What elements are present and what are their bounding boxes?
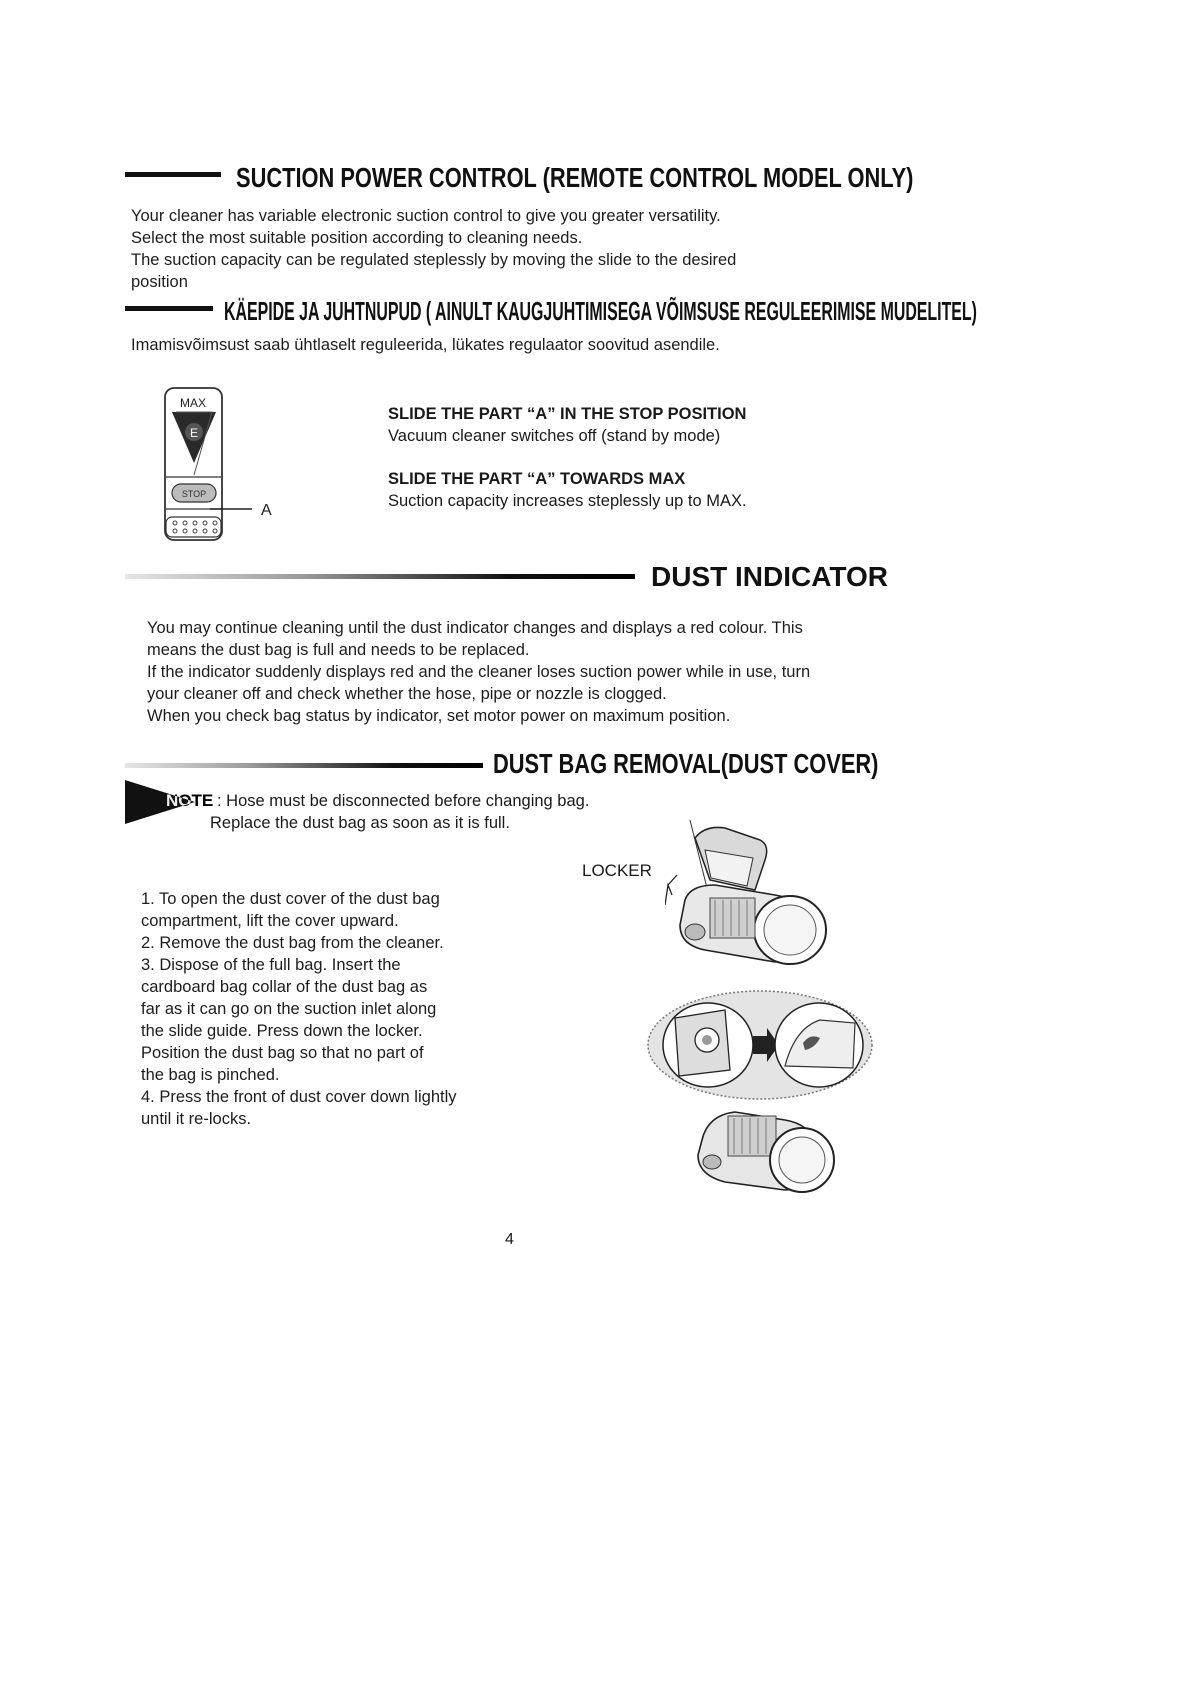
step-line: 4. Press the front of dust cover down lightly bbox=[141, 1088, 457, 1106]
suction-paragraph bbox=[131, 205, 736, 293]
instruction-heading-max: SLIDE THE PART “A” TOWARDS MAX bbox=[388, 470, 686, 488]
suction-line: Select the most suitable position according to cleaning needs. bbox=[131, 229, 583, 247]
instruction-text-stop: Vacuum cleaner switches off (stand by mode) bbox=[388, 427, 721, 445]
vacuum-closed-cover-icon bbox=[690, 1090, 840, 1200]
suction-line: Your cleaner has variable electronic suction control to give you greater versatility. bbox=[131, 207, 721, 225]
dust-bag-steps bbox=[141, 888, 457, 1130]
step-line: Position the dust bag so that no part of bbox=[141, 1044, 424, 1062]
e-label: E bbox=[189, 426, 199, 440]
max-label: MAX bbox=[179, 396, 207, 410]
page-number: 4 bbox=[505, 1231, 514, 1248]
step-line: far as it can go on the suction inlet along bbox=[141, 1000, 437, 1018]
dust-indicator-paragraph bbox=[147, 617, 810, 727]
step-line: until it re-locks. bbox=[141, 1110, 252, 1128]
locker-label: LOCKER bbox=[582, 861, 652, 880]
section-rule-dust-indicator bbox=[125, 574, 635, 579]
step-line: 3. Dispose of the full bag. Insert the bbox=[141, 956, 401, 974]
dust-indicator-line: If the indicator suddenly displays red and the cleaner loses suction power while in use, turn bbox=[147, 663, 811, 681]
section-title-suction: SUCTION POWER CONTROL (REMOTE CONTROL MODEL ONLY) bbox=[236, 162, 914, 193]
estonian-line: Imamisvõimsust saab ühtlaselt reguleerida, lükates regulaator soovitud asendile. bbox=[131, 336, 720, 354]
suction-line: position bbox=[131, 273, 188, 291]
dust-indicator-line: your cleaner off and check whether the hose, pipe or nozzle is clogged. bbox=[147, 685, 667, 703]
instruction-text-max: Suction capacity increases steplessly up to MAX. bbox=[388, 492, 747, 510]
step-line: 2. Remove the dust bag from the cleaner. bbox=[141, 934, 444, 952]
section-title-dust-indicator: DUST INDICATOR bbox=[651, 561, 888, 592]
section-rule-estonian bbox=[125, 306, 213, 311]
slider-control-icon bbox=[160, 385, 290, 545]
vacuum-open-cover-icon bbox=[665, 820, 835, 970]
section-title-dust-bag: DUST BAG REMOVAL(DUST COVER) bbox=[493, 748, 879, 779]
suction-line: The suction capacity can be regulated steplessly by moving the slide to the desired bbox=[131, 251, 737, 269]
dust-bag-insert-icon bbox=[645, 988, 875, 1103]
note-line-2: Replace the dust bag as soon as it is full. bbox=[210, 814, 510, 832]
section-title-estonian: KÄEPIDE JA JUHTNUPUD ( AINULT KAUGJUHTIMISEGA VÕIMSUSE REGULEERIMISE MUDELITEL) bbox=[224, 296, 977, 326]
note-block bbox=[125, 780, 645, 840]
instruction-heading-stop: SLIDE THE PART “A” IN THE STOP POSITION bbox=[388, 405, 747, 423]
note-line-1: : Hose must be disconnected before changing bag. bbox=[217, 792, 590, 810]
dust-indicator-line: You may continue cleaning until the dust indicator changes and displays a red colour. This bbox=[147, 619, 803, 637]
step-line: the slide guide. Press down the locker. bbox=[141, 1022, 423, 1040]
step-line: 1. To open the dust cover of the dust bag bbox=[141, 890, 440, 908]
part-a-label: A bbox=[261, 502, 272, 519]
step-line: the bag is pinched. bbox=[141, 1066, 280, 1084]
dust-indicator-line: means the dust bag is full and needs to be replaced. bbox=[147, 641, 530, 659]
note-label: NOTE bbox=[166, 791, 214, 810]
slider-control-figure bbox=[160, 385, 290, 545]
stop-label: STOP bbox=[181, 489, 207, 499]
section-rule-dust-bag bbox=[125, 763, 483, 768]
step-line: cardboard bag collar of the dust bag as bbox=[141, 978, 428, 996]
step-line: compartment, lift the cover upward. bbox=[141, 912, 399, 930]
dust-indicator-line: When you check bag status by indicator, set motor power on maximum position. bbox=[147, 707, 731, 725]
section-rule-suction bbox=[125, 172, 221, 177]
slider-instructions bbox=[388, 403, 828, 512]
